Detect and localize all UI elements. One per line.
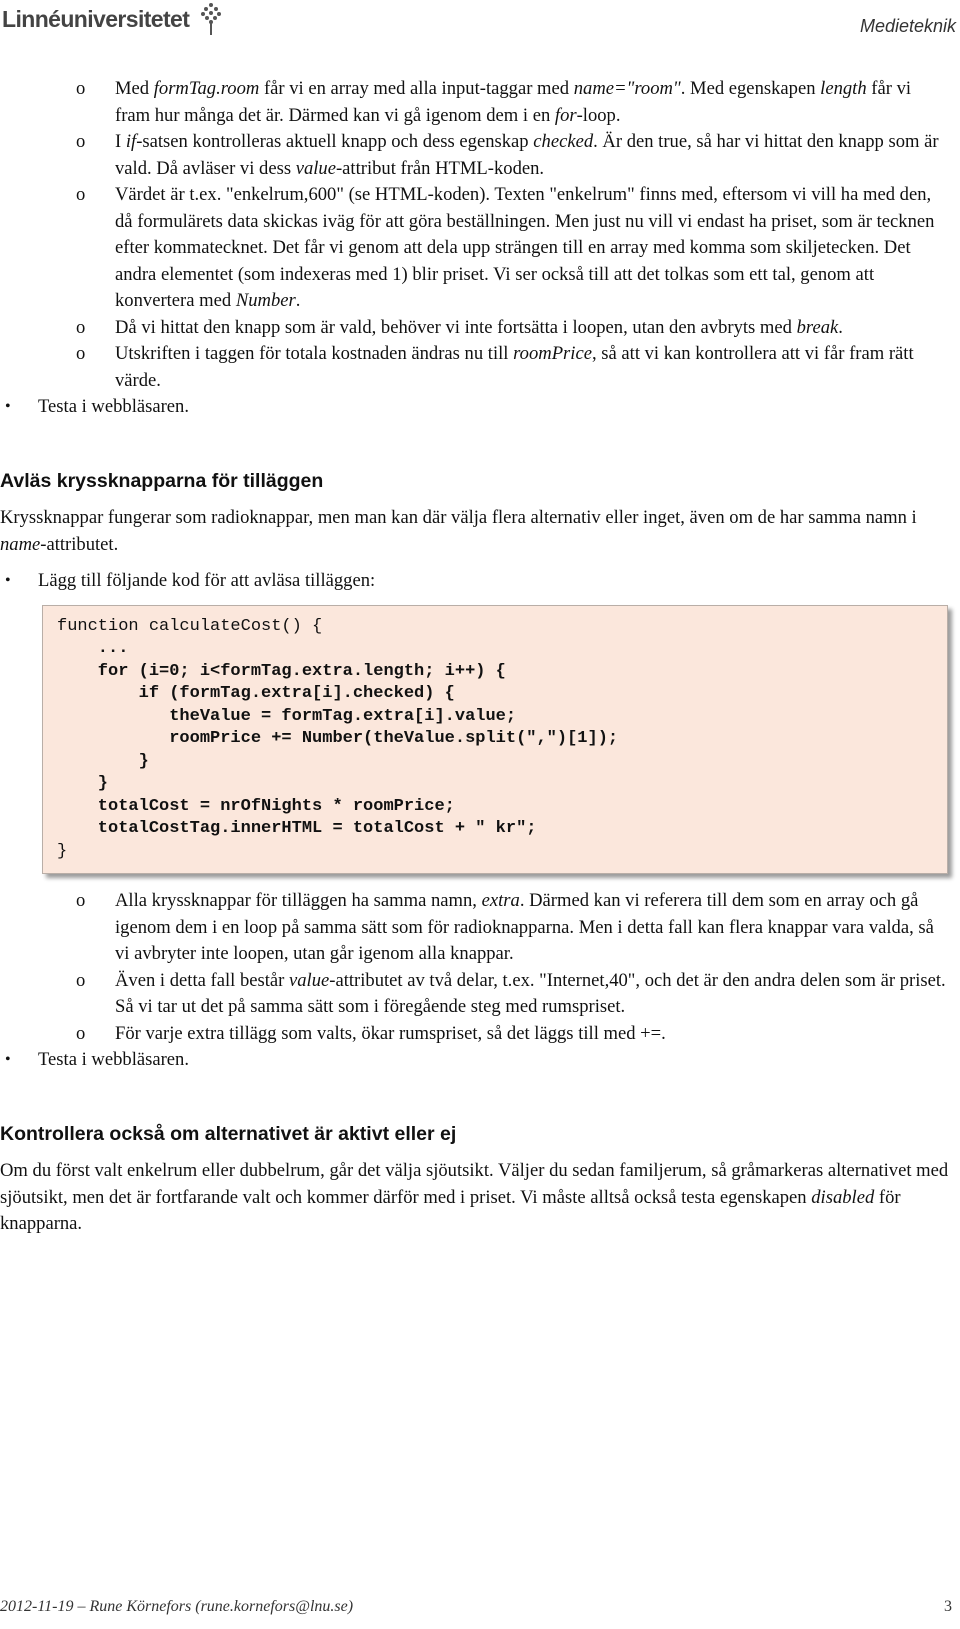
add-code-instruction: Lägg till följande kod för att avläsa tilläggen: [38,570,376,591]
code-line: roomPrice += Number(theValue.split(",")[1]); [57,729,619,748]
page-header [0,0,960,50]
circle-bullet-icon: o [76,78,86,99]
circle-bullet-icon: o [76,131,86,152]
sub-list-item [0,315,950,342]
text-run: . Är den true, så har vi hittat den knapp som är vald. Då avläser vi dess [115,131,939,179]
sub-list-item [0,888,950,968]
emphasis-text: for [554,104,577,126]
page-footer [0,1598,960,1624]
text-run: för knapparna. [0,1186,901,1234]
emphasis-text: name [0,533,41,555]
sub-list-item [0,76,950,129]
text-run: får vi en array med alla input-taggar med [259,78,574,99]
test-instruction: Testa i webbläsaren. [38,396,190,417]
text-run: . [295,290,301,311]
text-run: -attribut från HTML-koden. [335,157,545,179]
sub-list-item [0,182,950,315]
footer-author: 2012-11-19 – Rune Körnefors (rune.kornefors@lnu.se) [0,1598,354,1615]
text-run: . Därmed kan vi referera till dem som en array och gå igenom dem i en loop på samma sätt som för radioknapparna. Men i detta fall kan flera knappar vara valda, så vi avbryter inte loopen, utan går igenom alla knappar. [115,890,934,964]
code-line: function calculateCost() { [57,616,323,636]
text-run: Även i detta fall består [115,969,289,991]
text-run: Utskriften i taggen för totala kostnaden ändras nu till [115,343,514,364]
emphasis-text: disabled [811,1186,875,1208]
text-run: Då vi hittat den knapp som är vald, behöver vi inte fortsätta i loopen, utan den avbryts med [115,316,797,338]
section2-sublist [0,888,950,1047]
text-run: Alla kryssknappar för tilläggen ha samma namn, [115,890,482,911]
text-run: får vi fram hur många det är. Därmed kan vi gå igenom dem i en [115,78,912,126]
section-heading: Kontrollera också om alternativet är aktivt eller ej [0,1122,457,1145]
test-instruction: Testa i webbläsaren. [38,1049,190,1070]
text-run: I [115,131,126,152]
bullet-icon: • [5,1051,11,1068]
code-line: theValue = formTag.extra[i].value; [57,706,517,726]
emphasis-text: value [289,969,330,991]
code-line: totalCost = nrOfNights * roomPrice; [57,796,455,816]
code-line: totalCostTag.innerHTML = totalCost + " kr"; [57,819,537,838]
text-run: . Med egenskapen [680,78,821,99]
code-block [42,605,948,875]
section-heading: Avläs kryssknapparna för tilläggen [0,469,324,492]
text-run: För varje extra tillägg som valts, ökar rumspriset, så det läggs till med +=. [115,1022,666,1044]
emphasis-text: roomPrice [513,343,592,364]
code-line: } [57,774,109,793]
list-item [0,1047,950,1074]
circle-bullet-icon: o [76,969,86,991]
tree-logo-icon [200,2,222,36]
sub-list-item [0,968,950,1021]
emphasis-text: formTag.room [153,78,260,99]
code-line: } [57,841,68,861]
section1-sublist [0,76,950,394]
emphasis-text: Number [235,290,296,311]
circle-bullet-icon: o [76,890,86,911]
text-run: -loop. [576,104,621,126]
text-run: Kryssknappar fungerar som radioknappar, men man kan där välja flera alternativ eller inget, även om de har samma namn i [0,507,917,528]
text-run: Med [115,78,154,99]
text-run: Om du först valt enkelrum eller dubbelrum, går det välja sjöutsikt. Väljer du sedan familjerum, så gråmarkeras alternativet med sjöutsikt, men det är fortfarande valt och kommer därför med i priset. Vi måste alltså också testa egenskapen [0,1160,949,1208]
sub-list-item [0,1021,950,1048]
circle-bullet-icon: o [76,316,86,338]
bullet-icon: • [5,398,11,415]
circle-bullet-icon: o [76,184,86,205]
sub-list-item [0,129,950,182]
text-run: -attributet av två delar, t.ex. "Internet,40", och det är den andra delen som är priset. Så vi tar ut det på samma sätt som i föregående steg med rumspriset. [115,969,946,1017]
text-run: -satsen kontrolleras aktuell knapp och dess egenskap [136,131,534,152]
text-run: -attributet. [40,533,119,555]
university-logo: Linnéuniversitetet [2,6,190,32]
emphasis-text: name="room" [573,78,681,99]
circle-bullet-icon: o [76,1022,86,1044]
page-number: 3 [944,1598,952,1615]
list-item [0,394,950,421]
document-body [0,76,950,1238]
code-line: } [57,751,149,771]
department-label: Medieteknik [859,16,956,36]
emphasis-text: extra [481,890,520,911]
section-body [0,1158,950,1238]
text-run: , så att vi kan kontrollera att vi får fram rätt värde. [115,343,914,391]
circle-bullet-icon: o [76,343,86,364]
code-line: ... [57,639,129,658]
code-line: if (formTag.extra[i].checked) { [57,684,455,703]
emphasis-text: break [796,316,839,338]
emphasis-text: checked [533,131,594,152]
text-run: . [838,316,843,338]
code-line: for (i=0; i<formTag.extra.length; i++) { [57,661,506,681]
emphasis-text: if [125,131,137,152]
text-run: Värdet är t.ex. "enkelrum,600" (se HTML-koden). Texten "enkelrum" finns med, eftersom vi vill ha med den, då formulärets data skickas iväg för att göra beställningen. Men just nu vill vi endast ha priset, som är tecknen efter kommatecknet. Det får vi genom att dela upp strängen till en array med komma som skiljetecken. Det andra elementet (som indexeras med 1) blir priset. Vi ser också till att det tolkas som ett tal, genom att konvertera med [115,184,935,311]
list-item [0,568,950,595]
emphasis-text: length [820,78,867,99]
emphasis-text: value [295,157,336,179]
bullet-icon: • [5,572,11,589]
sub-list-item [0,341,950,394]
section-intro [0,505,950,558]
